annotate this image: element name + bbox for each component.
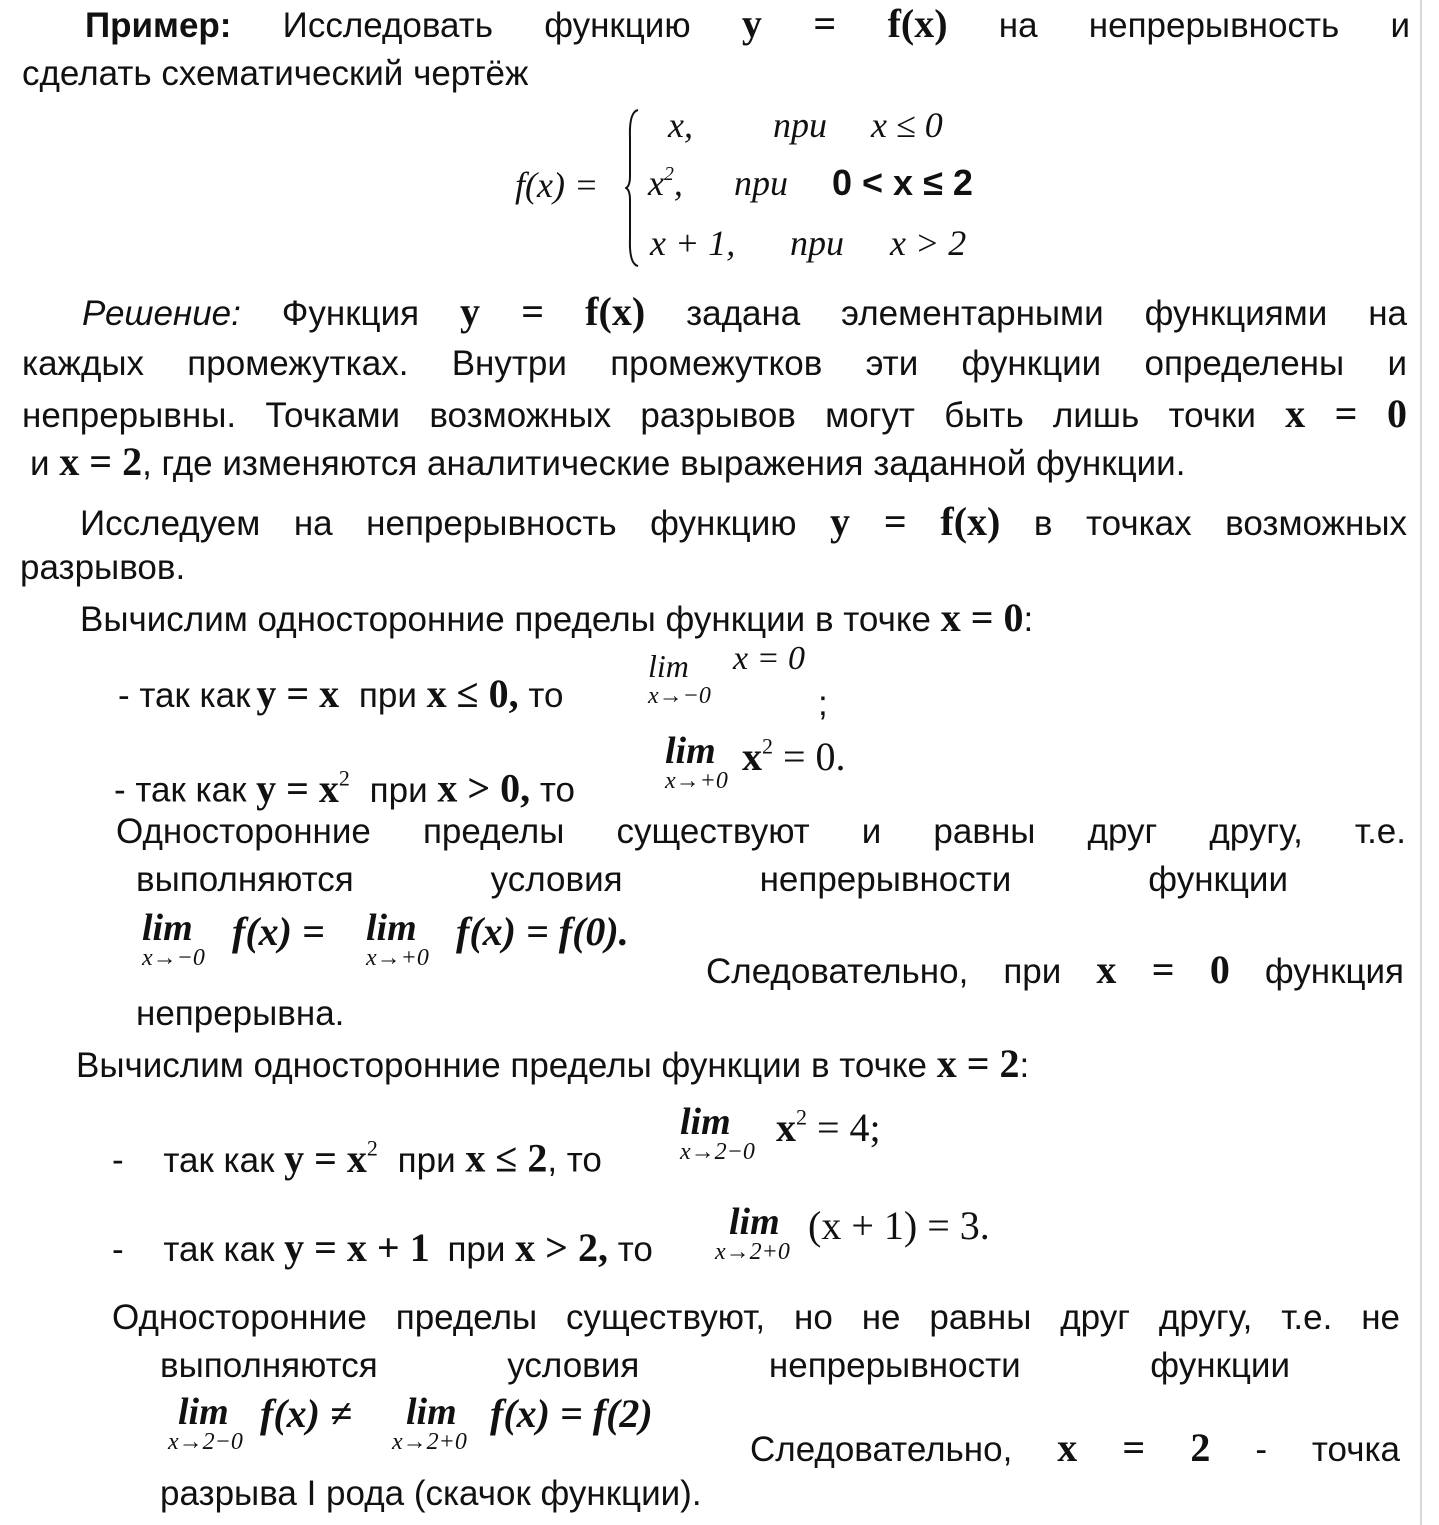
lim-exponent: 2 [762, 733, 773, 759]
point2-b2-cond: x > 2, [515, 1225, 608, 1270]
point2-b2-lim-expr: (x + 1) = 3. [808, 1203, 990, 1248]
point0-conclusion-line-4: непрерывна. [136, 994, 345, 1033]
case-2-word: при [734, 163, 788, 203]
point0-b2-limit [665, 730, 728, 794]
investigate-function: y = f(x) [830, 499, 1001, 544]
solution-line-3 [22, 392, 1407, 438]
b2-fn-base: y = x [256, 765, 339, 811]
case-3-cond: x > 2 [890, 223, 967, 263]
point2-conclusion-line-2: выполняются условия непрерывности функции [160, 1346, 1290, 1385]
lim-subscript: x→+0 [665, 768, 728, 794]
point0-b1-then: то [528, 676, 564, 715]
solution-function: y = f(x) [460, 289, 646, 334]
point0-b1-fn: y = x [256, 671, 340, 716]
point2-b1-text: так как [163, 1140, 275, 1180]
point2-b2-then: то [617, 1230, 653, 1269]
lim-exponent: 2 [796, 1104, 807, 1130]
lim-word: lim [648, 648, 689, 684]
point0-b2-prefix: - так как [114, 770, 247, 810]
lim-word: lim [366, 907, 417, 949]
point0-bullet-1 [118, 672, 563, 718]
page-edge-divider [1420, 0, 1422, 1525]
point0-conclusion-line-2: выполняются условия непрерывности функции [136, 860, 1288, 899]
point0-bullet-2 [114, 756, 575, 813]
lim-subscript: x→+0 [366, 945, 429, 971]
point2-concl-b: - точка [1255, 1430, 1400, 1469]
case-2-expr: x [648, 163, 664, 203]
intro-text-a: Исследовать функцию [282, 6, 691, 45]
investigate-line-2: разрывов. [20, 548, 186, 587]
lim-value: = 4; [817, 1105, 881, 1150]
ineq-f-left: f(x) ≠ [260, 1391, 352, 1436]
point0-b1-lim-expr [733, 640, 805, 678]
solution-label: Решение: [82, 294, 241, 333]
point2-bullet-1 [112, 1126, 602, 1183]
point2-b1-then: , то [547, 1140, 602, 1180]
piecewise-case-2 [648, 162, 973, 204]
solution-line-4-a: и [30, 444, 50, 483]
case-3-word: при [790, 223, 844, 263]
point0-b2-cond: x > 0, [437, 765, 531, 811]
ineq-f-right: f(x) = f(2) [490, 1391, 653, 1436]
solution-line-4-b: , где изменяются аналитические выражения заданной функции. [142, 444, 1186, 483]
point0-concl-a: Следовательно, при [706, 952, 1062, 991]
point2-b1-prefix: - [112, 1140, 124, 1180]
point2-conclusion-line-4: разрыва I рода (скачок функции). [160, 1474, 702, 1513]
point2-bullet-2 [112, 1226, 653, 1272]
case-2-exponent: 2 [663, 163, 674, 186]
eq-f-left: f(x) = [232, 909, 325, 954]
point0-b2-when: при [369, 770, 428, 810]
solution-line-4 [30, 440, 1185, 486]
b1-fn-exponent: 2 [366, 1135, 378, 1160]
case-1-word: при [773, 105, 827, 145]
investigate-text-a: Исследуем на непрерывность функцию [80, 504, 797, 543]
point0-b2-then: то [539, 770, 575, 810]
investigate-text-b: в точках возможных [1033, 504, 1407, 543]
point2-heading-end: : [1019, 1046, 1030, 1085]
point2-heading-point: x = 2 [936, 1041, 1020, 1086]
point0-heading-point: x = 0 [940, 595, 1024, 640]
point0-b1-when: при [358, 676, 417, 715]
point2-b1-fn [284, 1136, 378, 1181]
piecewise-case-1 [668, 104, 943, 146]
lim-value: = 0. [783, 734, 846, 779]
point2-b1-limit [680, 1101, 755, 1165]
point2-b2-limit [715, 1201, 790, 1265]
point2-b2-fn: y = x + 1 [284, 1225, 430, 1270]
investigate-line-1 [80, 500, 1407, 546]
point2-b2-prefix: - [112, 1230, 124, 1269]
point2-concl-a: Следовательно, [750, 1430, 1013, 1469]
lim-word: lim [729, 1201, 780, 1243]
point0-conclusion-line-1: Односторонние пределы существуют и равны друг другу, т.е. [116, 812, 1406, 851]
lim-expr: x [776, 1105, 796, 1150]
solution-point-2: x = 2 [59, 439, 143, 484]
ineq-limit-left [168, 1391, 243, 1455]
point2-heading-text: Вычислим односторонние пределы функции в точке [76, 1046, 928, 1085]
point0-b1-prefix: - так как [118, 676, 251, 715]
point0-b1-cond: x ≤ 0, [426, 671, 519, 716]
point2-b2-text: так как [163, 1230, 275, 1269]
point2-heading [76, 1042, 1029, 1088]
intro-text-b: на непрерывность и [998, 6, 1410, 45]
solution-line-1 [82, 290, 1407, 336]
lim-subscript: x→2−0 [680, 1139, 755, 1165]
b1-fn-base: y = x [284, 1135, 367, 1181]
point0-b1-limit [648, 648, 711, 708]
case-2-cond: 0 < x ≤ 2 [832, 162, 973, 203]
eq-limit-left [142, 907, 205, 971]
case-2-tail: , [673, 163, 683, 203]
lim-expr: x [742, 734, 762, 779]
case-1-cond: x ≤ 0 [871, 105, 943, 145]
solution-text-b: задана элементарными функциями на [686, 294, 1407, 333]
solution-point-0: x = 0 [1285, 391, 1407, 436]
lim-subscript: x→2+0 [392, 1429, 467, 1455]
lim-subscript: x→2+0 [715, 1239, 790, 1265]
eq-limit-right [366, 907, 429, 971]
point2-b1-lim-expr [776, 1104, 881, 1151]
point0-heading [80, 596, 1033, 642]
lim-subscript: x→−0 [648, 683, 711, 709]
solution-line-2: каждых промежутках. Внутри промежутков эти функции определены и [22, 344, 1407, 383]
lim-subscript: x→−0 [142, 945, 205, 971]
lim-word: lim [178, 1391, 229, 1433]
intro-function: y = f(x) [741, 1, 948, 46]
lim-word: lim [406, 1391, 457, 1433]
intro-line-1 [85, 2, 1410, 48]
piecewise-case-3 [650, 222, 967, 264]
point2-conclusion-line-3 [750, 1426, 1400, 1472]
point2-conclusion-line-1: Односторонние пределы существуют, но не равны друг другу, т.е. не [112, 1298, 1400, 1337]
lim-expr: x = 0 [733, 640, 806, 677]
point0-b1-end: ; [818, 684, 828, 723]
case-3-expr: x + 1, [650, 223, 736, 263]
lim-subscript: x→2−0 [168, 1429, 243, 1455]
piecewise-lhs: f(x) = [515, 165, 599, 205]
lim-word: lim [680, 1101, 731, 1143]
b2-fn-exponent: 2 [338, 765, 350, 790]
point0-concl-b: функция [1264, 952, 1405, 991]
lim-word: lim [142, 907, 193, 949]
point0-b2-lim-expr [742, 733, 846, 780]
ineq-limit-right [392, 1391, 467, 1455]
point2-b1-when: при [397, 1140, 456, 1180]
point0-conclusion-line-3 [706, 948, 1404, 994]
point2-b1-cond: x ≤ 2 [465, 1135, 548, 1181]
case-1-expr: x, [668, 105, 693, 145]
example-label: Пример: [85, 6, 232, 45]
point2-concl-point: x = 2 [1057, 1425, 1211, 1470]
point0-concl-point: x = 0 [1096, 947, 1230, 992]
left-brace-icon [625, 108, 639, 268]
solution-text-a: Функция [281, 294, 420, 333]
solution-line-3-text: непрерывны. Точками возможных разрывов могут быть лишь точки [22, 396, 1256, 435]
eq-f-right: f(x) = f(0). [456, 909, 629, 954]
lim-word: lim [665, 730, 716, 772]
intro-line-2: сделать схематический чертёж [22, 54, 529, 93]
point0-b2-fn [256, 766, 350, 811]
point0-heading-text: Вычислим односторонние пределы функции в точке [80, 600, 932, 639]
point2-b2-when: при [447, 1230, 506, 1269]
point0-heading-end: : [1023, 600, 1034, 639]
